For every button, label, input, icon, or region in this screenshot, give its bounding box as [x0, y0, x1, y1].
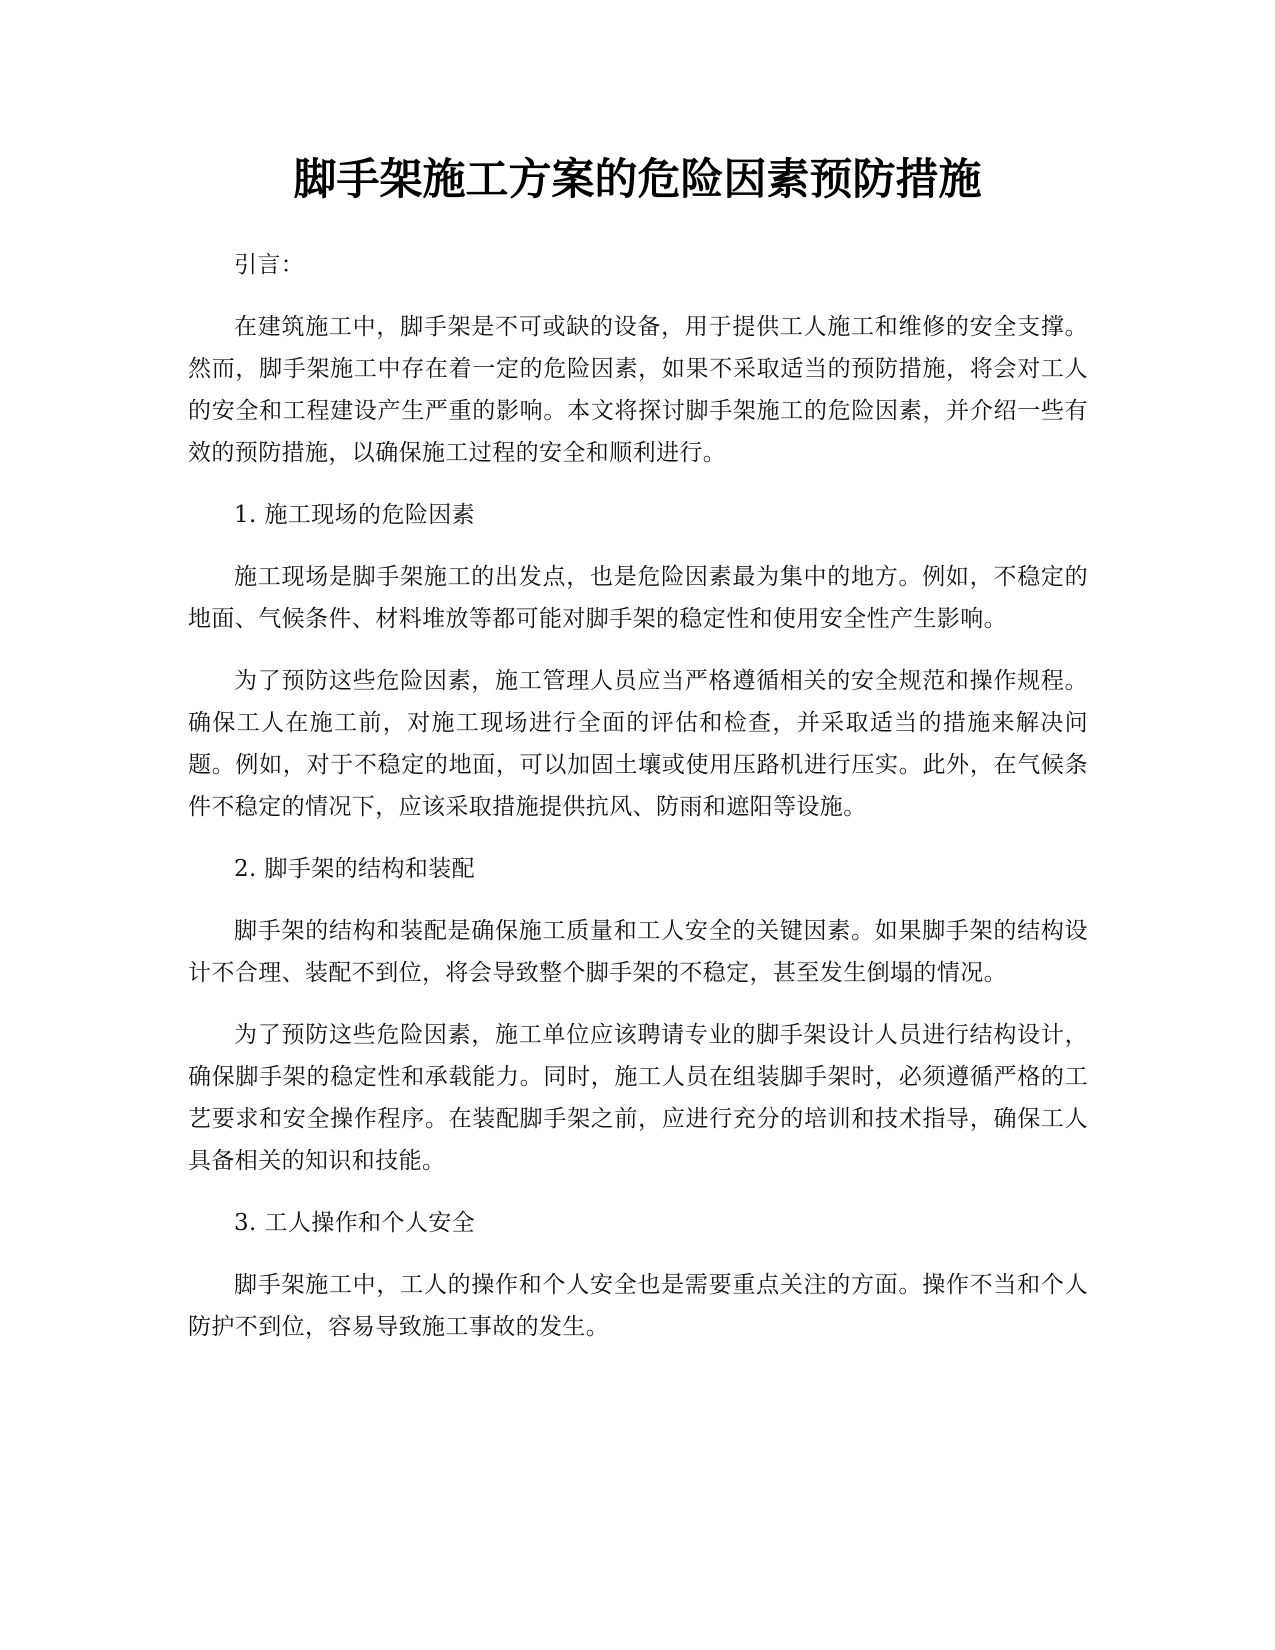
section-heading-1: 1. 施工现场的危险因素: [234, 502, 476, 528]
paragraph-worker-safety: 脚手架施工中，工人的操作和个人安全也是需要重点关注的方面。操作不当和个人防护不到位，容易导致施工事故的发生。: [188, 1272, 1088, 1340]
section-heading-3: 3. 工人操作和个人安全: [234, 1210, 476, 1236]
paragraph-site-prevention: 为了预防这些危险因素，施工管理人员应当严格遵循相关的安全规范和操作规程。确保工人在施工前，对施工现场进行全面的评估和检查，并采取适当的措施来解决问题。例如，对于不稳定的地面，可以加固土壤或使用压路机进行压实。此外，在气候条件不稳定的情况下，应该采取措施提供抗风、防雨和遮阳等设施。: [188, 668, 1088, 820]
paragraph-intro: 在建筑施工中，脚手架是不可或缺的设备，用于提供工人施工和维修的安全支撑。然而，脚手架施工中存在着一定的危险因素，如果不采取适当的预防措施，将会对工人的安全和工程建设产生严重的影响。本文将探讨脚手架施工的危险因素，并介绍一些有效的预防措施，以确保施工过程的安全和顺利进行。: [188, 314, 1088, 466]
document-title: 脚手架施工方案的危险因素预防措施: [293, 155, 982, 205]
document-body: [188, 244, 1088, 1368]
paragraph-structure-prevention: 为了预防这些危险因素，施工单位应该聘请专业的脚手架设计人员进行结构设计，确保脚手架的稳定性和承载能力。同时，施工人员在组装脚手架时，必须遵循严格的工艺要求和安全操作程序。在装配脚手架之前，应进行充分的培训和技术指导，确保工人具备相关的知识和技能。: [188, 1022, 1088, 1174]
paragraph-intro-label: 引言：: [234, 252, 305, 278]
section-heading-2: 2. 脚手架的结构和装配: [234, 856, 476, 882]
paragraph-structure-hazards: 脚手架的结构和装配是确保施工质量和工人安全的关键因素。如果脚手架的结构设计不合理、装配不到位，将会导致整个脚手架的不稳定，甚至发生倒塌的情况。: [188, 918, 1088, 986]
paragraph-site-hazards: 施工现场是脚手架施工的出发点，也是危险因素最为集中的地方。例如，不稳定的地面、气候条件、材料堆放等都可能对脚手架的稳定性和使用安全性产生影响。: [188, 564, 1088, 632]
